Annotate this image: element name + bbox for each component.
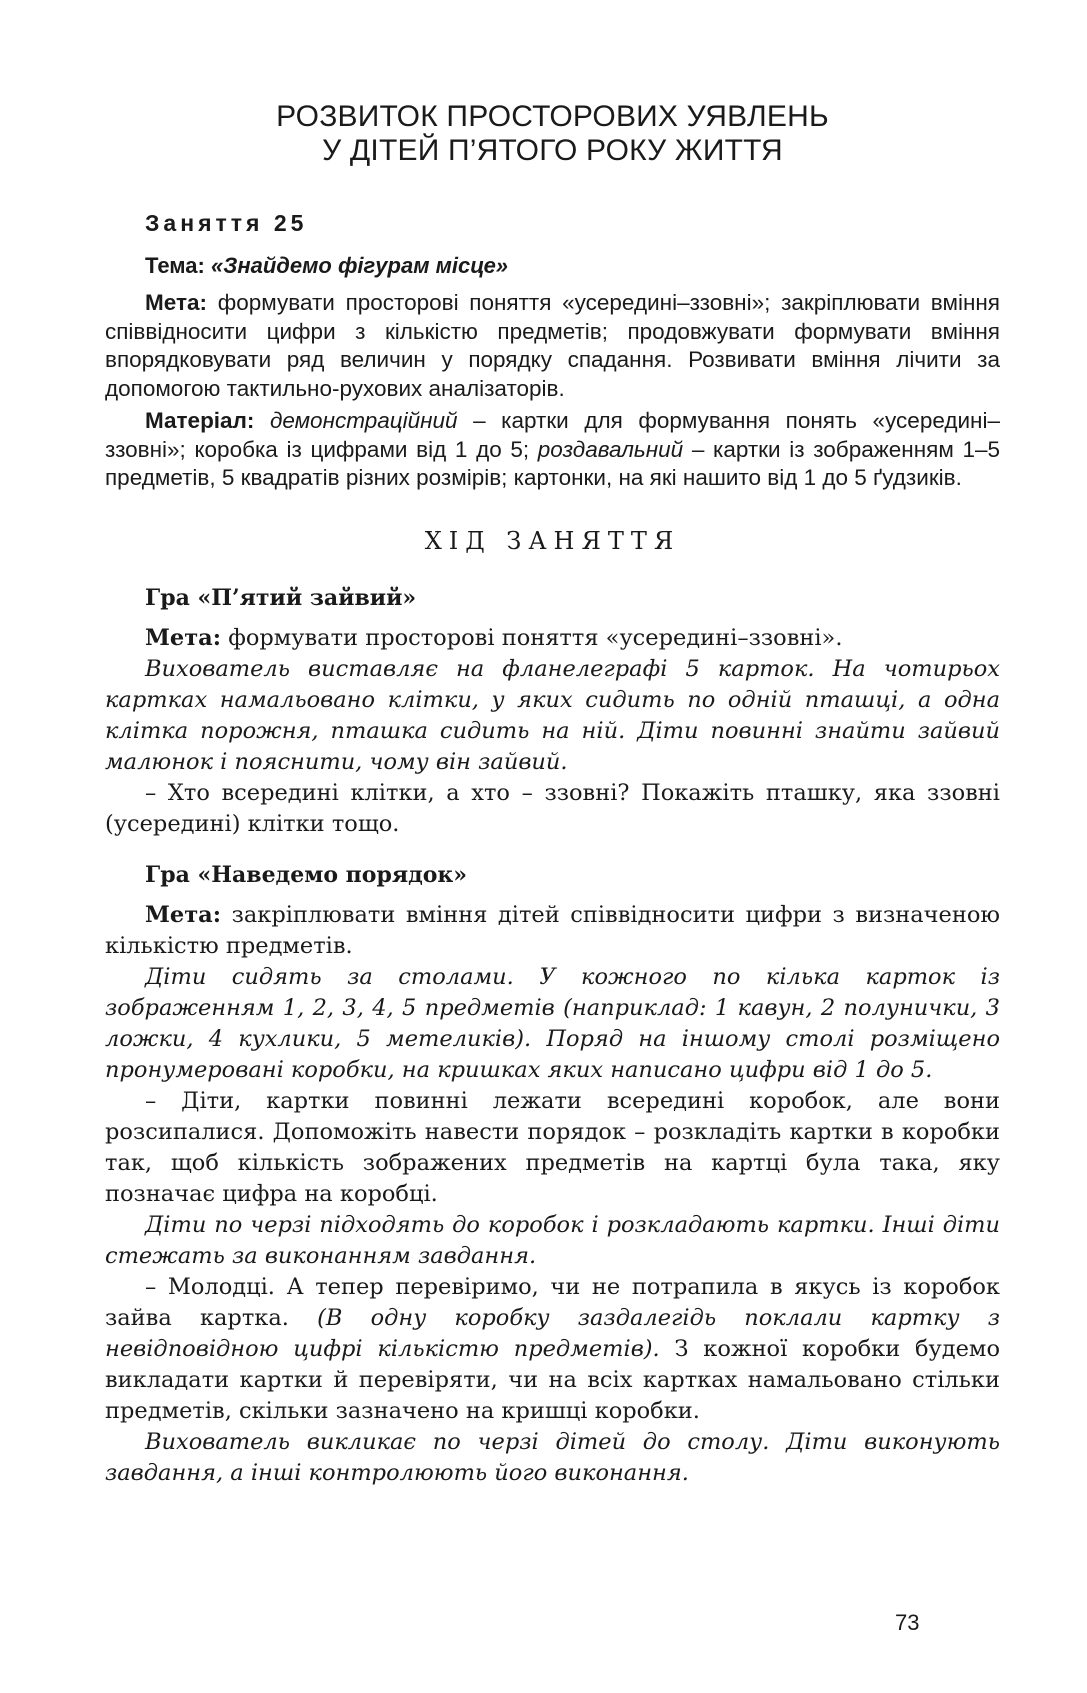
game2-instruction-3: Вихователь викликає по черзі дітей до столу. Діти виконують завдання, а інші контролюють його виконання.	[105, 1428, 1000, 1486]
game1-speech: – Хто всередині клітки, а хто – ззовні? Покажіть пташку, яка ззовні (усередині) клітки тощо.	[105, 779, 1000, 837]
game2-speech-2-italic: (В одну коробку заздалегідь поклали картку з невідповідною цифрі кількістю предметів).	[105, 1304, 1000, 1362]
material-demo-label: демонстраційний	[269, 408, 458, 433]
page-content	[105, 100, 1000, 1489]
game2-title: Гра «Наведемо порядок»	[145, 861, 468, 888]
game1-goal	[105, 623, 1000, 654]
game1-goal-text: формувати просторові поняття «усередині–ззовні».	[221, 624, 843, 651]
game1-instruction: Вихователь виставляє на фланелеграфі 5 карток. На чотирьох картках намальовано клітки, у яких сидить по одній пташці, а одна клітка порожня, пташка сидить на ній. Діти повинні знайти зайвий малюнок і пояснити, чому він зайвий.	[105, 655, 1000, 775]
game2-speech-2-a: – Молодці. А тепер перевіримо, чи не потрапила в якусь із коробок зайва картка.	[105, 1273, 1000, 1331]
material-label: Матеріал:	[145, 408, 255, 433]
game2-goal	[105, 900, 1000, 962]
material-paragraph	[105, 407, 1000, 493]
goal-paragraph	[105, 289, 1000, 403]
game2-instruction-1: Діти сидять за столами. У кожного по кілька карток із зображенням 1, 2, 3, 4, 5 предметів (наприклад: 1 кавун, 2 полунички, 3 ложки, 4 кухлики, 5 метеликів). Поряд на іншому столі розміщено пронумеровані коробки, на кришках яких написано цифри від 1 до 5.	[105, 963, 1000, 1083]
goal-text: формувати просторові поняття «усередині–ззовні»; закріплювати вміння співвідносити цифри з кількістю предметів; продовжувати формувати вміння впорядковувати ряд величин у порядку спадання. Розвивати вміння лічити за допомогою тактильно-рухових аналізаторів.	[105, 290, 1000, 401]
page-title	[105, 100, 1000, 168]
title-line-2: У ДІТЕЙ П’ЯТОГО РОКУ ЖИТТЯ	[322, 134, 783, 167]
game2-goal-text: закріплювати вміння дітей співвідносити цифри з визначеною кількістю предметів.	[105, 901, 1000, 959]
game2-speech-2	[105, 1272, 1000, 1427]
game2-goal-label: Мета:	[145, 901, 222, 928]
game2-speech-2-b: З кожної коробки будемо викладати картки й перевіряти, чи на всіх картках намальовано стільки предметів, скільки зазначено на кришці коробки.	[105, 1335, 1000, 1424]
game2-speech-1: – Діти, картки повинні лежати всередині коробок, але вони розсипалися. Допоможіть навести порядок – розкладіть картки в коробки так, щоб кількість зображених предметів на картці була така, яку позначає цифра на коробці.	[105, 1087, 1000, 1207]
game1-goal-label: Мета:	[145, 624, 222, 651]
theme-line	[145, 253, 1000, 279]
page-number: 73	[895, 1610, 920, 1635]
goal-label: Мета:	[145, 290, 207, 315]
title-line-1: РОЗВИТОК ПРОСТОРОВИХ УЯВЛЕНЬ	[276, 100, 829, 133]
theme-value: «Знайдемо фігурам місце»	[210, 253, 509, 278]
material-handout-text: – картки із зображенням 1–5 предметів, 5 квадратів різних розмірів; картонки, на які нашито від 1 до 5 ґудзиків.	[105, 436, 1000, 490]
game1-title: Гра «П’ятий зайвий»	[145, 584, 417, 611]
material-handout-label: роздавальний	[537, 436, 684, 462]
material-demo-text: – картки для формування понять «усередині–ззовні»; коробка із цифрами від 1 до 5;	[105, 408, 1000, 462]
game2-instruction-2: Діти по черзі підходять до коробок і розкладають картки. Інші діти стежать за виконанням завдання.	[105, 1211, 1000, 1269]
section-title: ХІД ЗАНЯТТЯ	[424, 526, 681, 555]
theme-label: Тема:	[145, 253, 205, 278]
lesson-heading: Заняття 25	[145, 210, 308, 236]
